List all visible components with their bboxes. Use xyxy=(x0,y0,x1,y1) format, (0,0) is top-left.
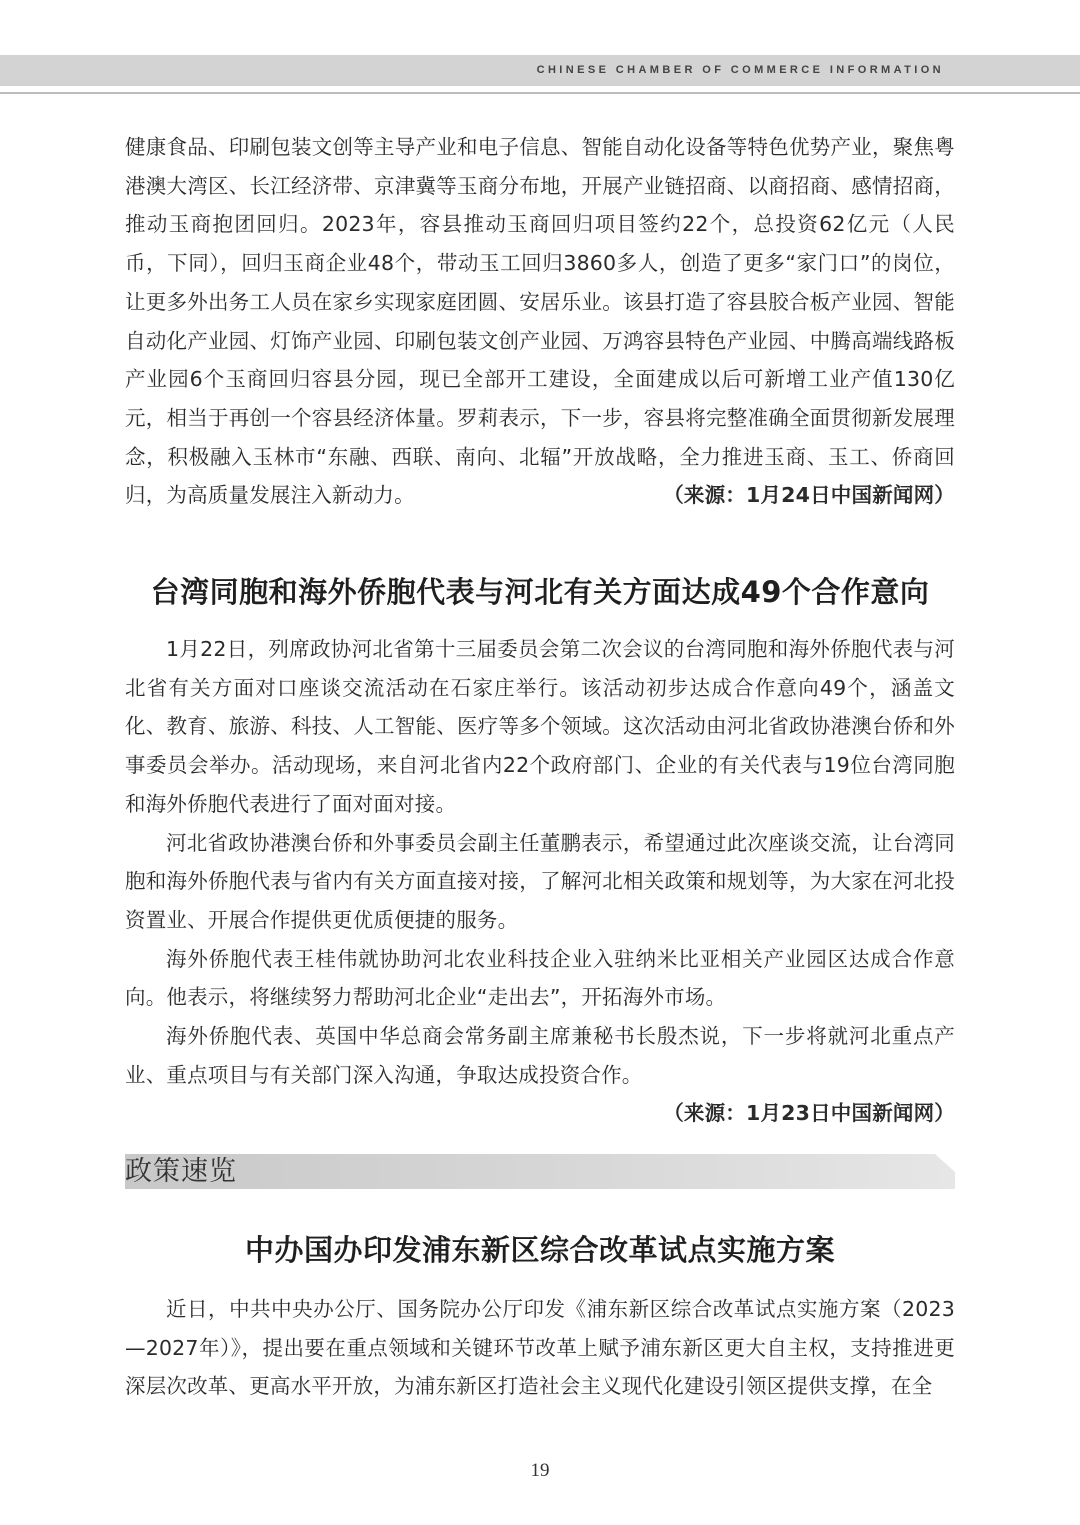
article-paragraph xyxy=(125,128,955,515)
article-title: 台湾同胞和海外侨胞代表与河北有关方面达成49个合作意向 xyxy=(150,575,930,609)
article-continued xyxy=(125,128,955,515)
article-paragraph: 海外侨胞代表王桂伟就协助河北农业科技企业入驻纳米比亚相关产业园区达成合作意向。他表示，将继续努力帮助河北企业“走出去”，开拓海外市场。 xyxy=(125,946,955,1010)
article-body xyxy=(125,630,955,1133)
paragraph-text: 海外侨胞代表、英国中华总商会常务副主席兼秘书长殷杰说，下一步将就河北重点产业、重点项目与有关部门深入沟通，争取达成投资合作。 xyxy=(125,1024,955,1087)
article-paragraph xyxy=(125,1017,955,1126)
section-band xyxy=(125,1154,955,1189)
section-heading: 政策速览 xyxy=(125,1156,237,1187)
article-title: 中办国办印发浦东新区综合改革试点实施方案 xyxy=(244,1233,835,1267)
header-rule xyxy=(0,92,1080,94)
paragraph-text: 健康食品、印刷包装文创等主导产业和电子信息、智能自动化设备等特色优势产业，聚焦粤港澳大湾区、长江经济带、京津冀等玉商分布地，开展产业链招商、以商招商、感情招商，推动玉商抱团回归。2023年，容县推动玉商回归项目签约22个，总投资62亿元（人民币，下同），回归玉商企业48个，带动玉工回归3860多人，创造了更多“家门口”的岗位，让更多外出务工人员在家乡实现家庭团圆、安居乐业。该县打造了容县胶合板产业园、智能自动化产业园、灯饰产业园、印刷包装文创产业园、万鸿容县特色产业园、中腾高端线路板产业园6个玉商回归容县分园，现已全部开工建设，全面建成以后可新增工业产值130亿元，相当于再创一个容县经济体量。罗莉表示，下一步，容县将完整准确全面贯彻新发展理念，积极融入玉林市“东融、西联、南向、北辐”开放战略，全力推进玉商、玉工、侨商回归，为高质量发展注入新动力。 xyxy=(125,135,955,508)
publication-name: CHINESE CHAMBER OF COMMERCE INFORMATION xyxy=(536,64,944,76)
article-paragraph: 河北省政协港澳台侨和外事委员会副主任董鹏表示，希望通过此次座谈交流，让台湾同胞和海外侨胞代表与省内有关方面直接对接，了解河北相关政策和规划等，为大家在河北投资置业、开展合作提供更优质便捷的服务。 xyxy=(125,830,955,932)
source-citation: （来源：1月24日中国新闻网） xyxy=(663,483,955,508)
page-number: 19 xyxy=(530,1460,550,1481)
source-citation: （来源：1月23日中国新闻网） xyxy=(663,1101,955,1126)
article-paragraph: 近日，中共中央办公厅、国务院办公厅印发《浦东新区综合改革试点实施方案（2023—2027年）》，提出要在重点领域和关键环节改革上赋予浦东新区更大自主权，支持推进更深层次改革、更高水平开放，为浦东新区打造社会主义现代化建设引领区提供支撑，在全 xyxy=(125,1297,955,1399)
article-body xyxy=(125,1290,955,1406)
article-paragraph: 1月22日，列席政协河北省第十三届委员会第二次会议的台湾同胞和海外侨胞代表与河北省有关方面对口座谈交流活动在石家庄举行。该活动初步达成合作意向49个，涵盖文化、教育、旅游、科技、人工智能、医疗等多个领域。这次活动由河北省政协港澳台侨和外事委员会举办。活动现场，来自河北省内22个政府部门、企业的有关代表与19位台湾同胞和海外侨胞代表进行了面对面对接。 xyxy=(125,637,955,816)
